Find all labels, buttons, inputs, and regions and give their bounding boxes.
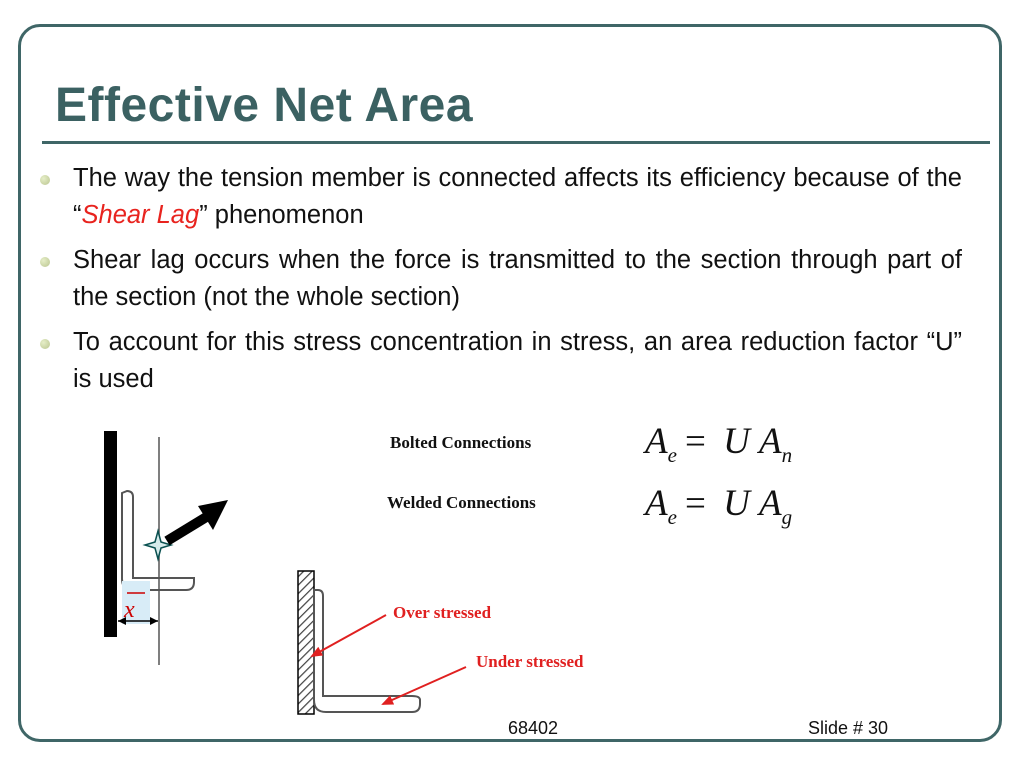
gusset-plate [104,431,117,637]
eq-equals: = [684,421,706,462]
bullet-text-after: ” phenomenon [199,201,364,229]
dimension-arrow-right [150,617,158,625]
bullet-text: Shear lag occurs when the force is transmitted to the section through part of the section (not the whole section) [73,246,962,311]
eq-equals: = [684,483,706,524]
under-stressed-label: Under stressed [476,652,584,671]
slide-number: Slide # 30 [808,718,889,738]
eq-net-area: A [759,421,782,462]
welded-connections-label: Welded Connections [387,493,536,512]
shear-lag-term: Shear Lag [81,201,200,229]
under-stressed-arrow-icon [383,667,466,704]
bolted-connections-label: Bolted Connections [390,433,532,452]
bullet-text: To account for this stress concentration in stress, an area reduction factor “U” is used [73,328,962,393]
welded-angle-figure [298,571,466,714]
eq-reduction-factor: U [723,483,750,524]
eq-reduction-factor: U [723,421,750,462]
over-stressed-label: Over stressed [393,603,492,622]
eq-sub: g [781,505,793,529]
eq-sub: n [781,443,793,467]
bolted-equation [645,420,792,468]
eq-sub: e [667,505,677,529]
slide-title: Effective Net Area [55,79,474,132]
eq-gross-area: A [759,483,782,524]
x-bar-label: x [124,597,135,623]
footer-code: 68402 [508,718,559,738]
hatched-plate [298,571,314,714]
eq-effective-area: A [645,483,668,524]
bullet-text-before: The way the tension member is connected affects its efficiency because of the “ [73,164,962,229]
bolted-angle-figure [104,431,228,665]
welded-equation [645,482,792,530]
force-arrow-shaft [167,516,208,541]
eq-effective-area: A [645,421,668,462]
eq-sub: e [667,443,677,467]
